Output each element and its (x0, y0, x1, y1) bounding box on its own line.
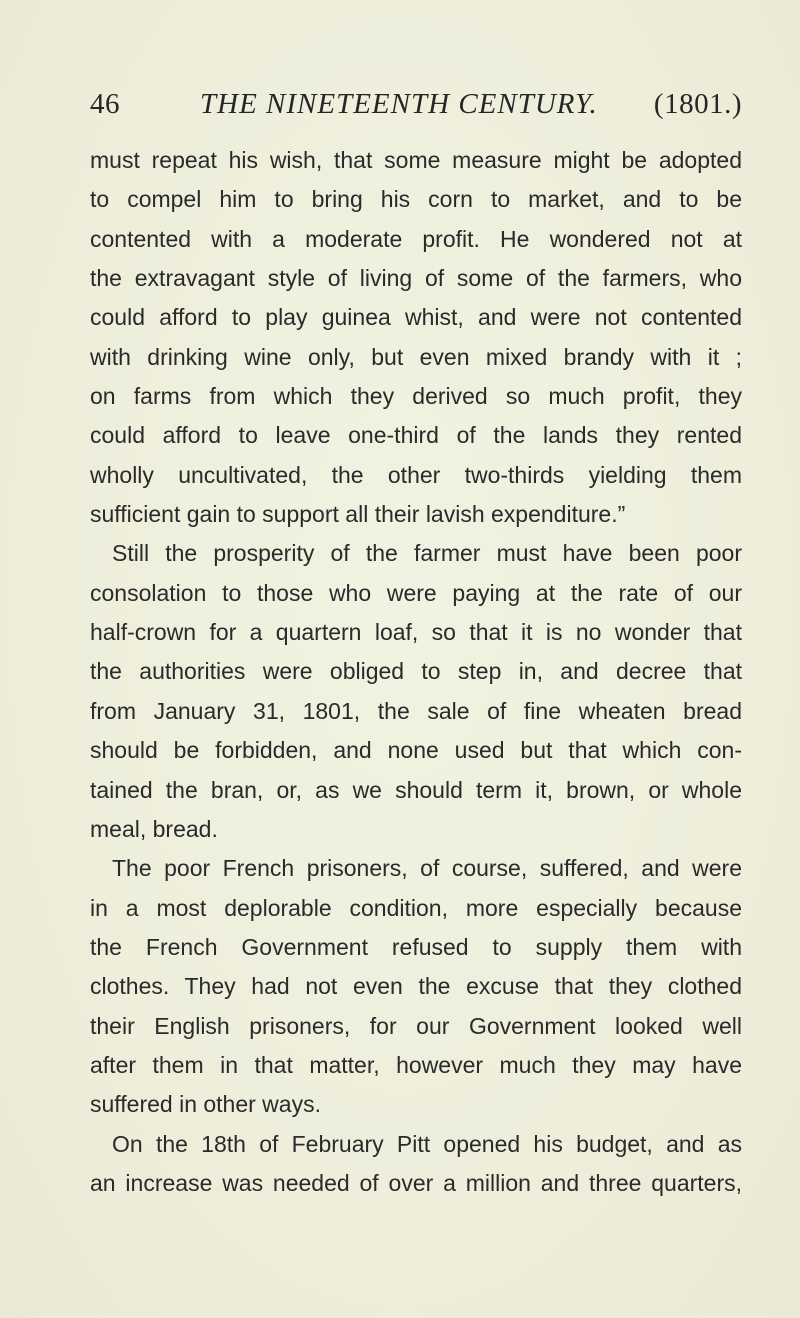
text-line: in a most deplorable condition, more especially because (90, 894, 742, 921)
text-line: the authorities were obliged to step in, and decree that (90, 658, 742, 685)
text-line: suffered in other ways. (90, 1091, 321, 1118)
text-line: meal, bread. (90, 815, 218, 842)
running-header (90, 88, 742, 128)
text-line: with drinking wine only, but even mixed brandy with it ; (90, 343, 742, 370)
text-line: The poor French prisoners, of course, suffered, and were (112, 855, 742, 882)
text-line: after them in that matter, however much they may have (90, 1051, 742, 1078)
body-text (90, 141, 742, 1203)
text-line: clothes. They had not even the excuse that they clothed (90, 973, 742, 1000)
text-line: on farms from which they derived so much profit, they (90, 383, 742, 410)
running-title: THE NINETEENTH CENTURY. (200, 88, 598, 120)
text-line: should be forbidden, and none used but that which con- (90, 737, 742, 764)
running-year: (1801.) (653, 88, 742, 120)
text-line: could afford to leave one-third of the lands they rented (90, 422, 742, 449)
text-line: their English prisoners, for our Government looked well (90, 1012, 742, 1039)
text-line: On the 18th of February Pitt opened his budget, and as (112, 1130, 742, 1157)
text-line: from January 31, 1801, the sale of fine wheaten bread (90, 697, 742, 724)
text-line: sufficient gain to support all their lavish expenditure.” (90, 501, 626, 528)
text-line: half-crown for a quartern loaf, so that it is no wonder that (90, 619, 742, 646)
text-line: the French Government refused to supply them with (90, 933, 742, 960)
text-line: contented with a moderate profit. He wondered not at (90, 225, 742, 252)
text-line: Still the prosperity of the farmer must have been poor (112, 540, 742, 567)
text-line: wholly uncultivated, the other two-thirds yielding them (90, 461, 742, 488)
text-line: to compel him to bring his corn to market, and to be (90, 186, 742, 213)
text-line: an increase was needed of over a million and three quarters, (90, 1169, 742, 1196)
text-line: could afford to play guinea whist, and were not contented (90, 304, 742, 331)
text-line: the extravagant style of living of some of the farmers, who (90, 265, 742, 292)
page-number: 46 (90, 88, 120, 120)
text-line: tained the bran, or, as we should term it, brown, or whole (90, 776, 742, 803)
text-line: must repeat his wish, that some measure might be adopted (90, 147, 742, 173)
text-line: consolation to those who were paying at the rate of our (90, 579, 742, 606)
